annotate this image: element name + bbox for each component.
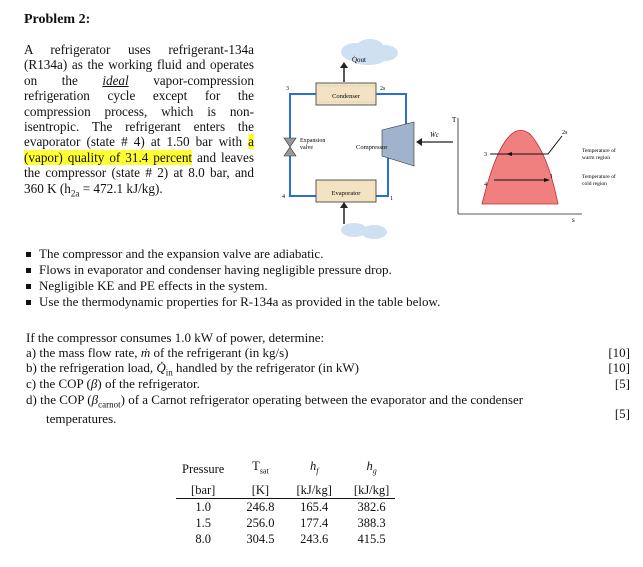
intro-highlight: a (vapor) quality of 31.4 percent	[24, 134, 254, 165]
question-b: b) the refrigeration load, $Q̇_{in}$ handled by the refrigerator (in kW) [10]	[26, 360, 630, 378]
schematic-state-2s: 2s	[380, 86, 386, 92]
evaporator-label: Evaporator	[331, 190, 361, 197]
work-label: Ẇc	[430, 131, 439, 139]
problem-title: Problem 2:	[24, 12, 91, 27]
ts-cold-label-2: cold region	[582, 181, 607, 187]
table-unit: [K]	[230, 480, 280, 499]
ts-dome	[482, 130, 558, 204]
cloud-top	[341, 39, 398, 65]
bullet-item: Use the thermodynamic properties for R-134a as provided in the table below.	[26, 294, 440, 309]
marks-a: [10]	[608, 345, 630, 360]
table-unit: [kJ/kg]	[338, 480, 395, 499]
intro-part3: and leaves the compressor (state # 2) at 8.0 bar, and 360 K (h	[24, 149, 254, 196]
table-unit: [bar]	[176, 480, 230, 499]
marks-b: [10]	[608, 360, 630, 375]
question-c: c) the COP (β) of the refrigerator. [5]	[26, 376, 630, 391]
ts-state-1: 1	[550, 174, 553, 180]
table-unit: [kJ/kg]	[280, 480, 337, 499]
bullet-item: Flows in evaporator and condenser having negligible pressure drop.	[26, 262, 392, 277]
ts-s-label: s	[572, 216, 575, 224]
problem-statement	[24, 42, 254, 202]
ts-diagram	[452, 114, 642, 224]
ts-warm-label-1: Temperature of	[582, 148, 616, 154]
question-d: d) the COP $(\beta_{carnot})$ of a Carnot refrigerator operating between the evaporator and the condenser temperatures. [5]	[26, 392, 630, 427]
expansion-label-2: valve	[300, 145, 313, 151]
q-out-label: Q̇out	[352, 56, 366, 64]
bullet-item: Negligible KE and PE effects in the system.	[26, 278, 268, 293]
ts-t-label: T	[452, 116, 457, 124]
table-header: $h_f$	[309, 459, 319, 476]
schematic-state-1: 1	[390, 196, 393, 202]
intro-part4: = 472.1 kJ/kg).	[79, 180, 163, 196]
condenser-label: Condenser	[332, 93, 360, 100]
table-header: Pressure	[182, 461, 225, 476]
table-header: $h_g$	[366, 459, 377, 476]
expansion-valve	[284, 138, 296, 156]
ts-warm-label-2: warm region	[582, 155, 610, 161]
compressor-label: Compressor	[356, 144, 388, 151]
table-row: 1.5 256.0 177.4 388.3	[195, 515, 386, 530]
property-table	[176, 456, 395, 547]
table-row: 8.0 304.5 243.6 415.5	[195, 531, 386, 546]
question-a: a) the mass flow rate, ṁ of the refrigerant (in kg/s) [10]	[26, 345, 630, 360]
ts-state-4: 4	[484, 182, 487, 188]
given-statement: If the compressor consumes 1.0 kW of power, determine:	[26, 330, 325, 345]
expansion-label-1: Expansion	[300, 138, 326, 144]
schematic-state-4: 4	[282, 194, 285, 200]
ts-state-3: 3	[484, 152, 487, 158]
ts-cold-label-1: Temperature of	[582, 174, 616, 180]
schematic-state-3: 3	[286, 86, 289, 92]
table-header: $T_{sat}$	[252, 459, 269, 476]
intro-part1: A refrigerator uses refrigerant-134a (R134a) as the working fluid and operates on the	[24, 42, 254, 88]
table-row: 1.0 246.8 165.4 382.6	[195, 499, 386, 514]
ts-state-2s: 2s	[562, 130, 568, 136]
bullet-item: The compressor and the expansion valve are adiabatic.	[26, 246, 323, 261]
intro-ideal: ideal	[102, 72, 129, 88]
cycle-schematic	[278, 38, 458, 240]
intro-part2: vapor-compression refrigeration cycle except for the compression process, which is non-isentropic. The refrigerant enters the evaporator (state # 4) at 1.50 bar with	[24, 72, 254, 150]
marks-c: [5]	[614, 376, 630, 391]
marks-d: [5]	[614, 406, 630, 421]
cloud-bottom	[341, 223, 387, 239]
intro-h2a-sub: 2a	[70, 188, 80, 199]
